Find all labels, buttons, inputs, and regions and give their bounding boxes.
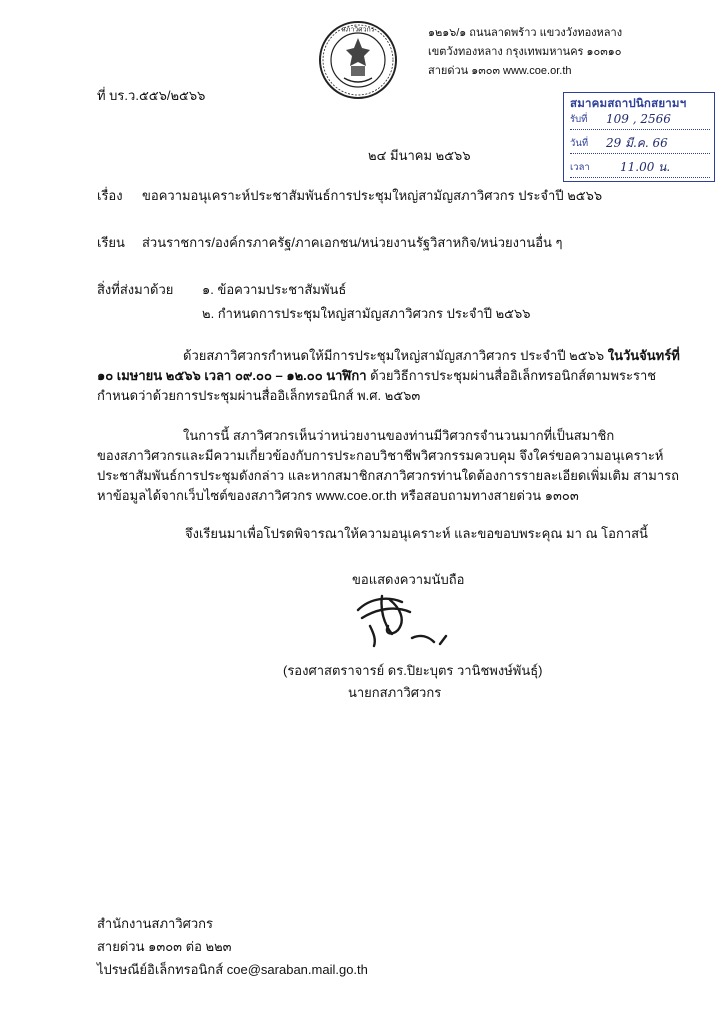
paragraph-line bbox=[97, 366, 697, 386]
footer-contact bbox=[97, 912, 368, 981]
recipient-text: ส่วนราชการ/องค์กรภาครัฐ/ภาคเอกชน/หน่วยงานรัฐวิสาหกิจ/หน่วยงานอื่น ๆ bbox=[142, 235, 563, 250]
stamp-label: วันที่ bbox=[570, 138, 589, 150]
paragraph-line: กำหนดว่าด้วยการประชุมผ่านสื่ออิเล็กทรอนิกส์ พ.ศ. ๒๕๖๓ bbox=[97, 388, 421, 404]
signer-title: นายกสภาวิศวกร bbox=[348, 685, 442, 700]
enclosure-item: ๑. ข้อความประชาสัมพันธ์ bbox=[202, 282, 347, 297]
recipient-label: เรียน bbox=[97, 235, 125, 250]
footer-hotline: สายด่วน ๑๓๐๓ ต่อ ๒๒๓ bbox=[97, 939, 232, 954]
closing-sentence: จึงเรียนมาเพื่อโปรดพิจารณาให้ความอนุเคราะห์ และขอขอบพระคุณ มา ณ โอกาสนี้ bbox=[185, 526, 648, 541]
subject-label: เรื่อง bbox=[97, 188, 123, 203]
stamp-handwritten-value: 29 มี.ค. 66 bbox=[606, 136, 668, 151]
body-paragraph-1 bbox=[97, 346, 697, 406]
seal-text: สภาวิศวกร bbox=[341, 25, 375, 34]
received-stamp bbox=[563, 92, 715, 182]
organization-address bbox=[428, 24, 622, 81]
enclosure-item: ๒. กำหนดการประชุมใหญ่สามัญสภาวิศวกร ประจำปี ๒๕๖๖ bbox=[202, 306, 531, 321]
address-line-3: สายด่วน ๑๓๐๓ www.coe.or.th bbox=[428, 65, 572, 77]
footer-office: สำนักงานสภาวิศวกร bbox=[97, 916, 214, 931]
stamp-row-time bbox=[570, 159, 710, 178]
council-seal-logo bbox=[318, 20, 398, 100]
stamp-row-date bbox=[570, 135, 710, 154]
address-line-1: ๑๒๑๖/๑ ถนนลาดพร้าว แขวงวังทองหลาง bbox=[428, 27, 623, 39]
stamp-label: รับที่ bbox=[570, 114, 588, 126]
signer-name: (รองศาสตราจารย์ ดร.ปิยะบุตร วานิชพงษ์พันธุ์) bbox=[283, 663, 543, 678]
footer-email: ไปรษณีย์อิเล็กทรอนิกส์ coe@saraban.mail.go.th bbox=[97, 962, 368, 977]
stamp-title: สมาคมสถาปนิกสยามฯ bbox=[570, 98, 687, 110]
enclosures-label: สิ่งที่ส่งมาด้วย bbox=[97, 282, 174, 297]
address-line-2: เขตวังทองหลาง กรุงเทพมหานคร ๑๐๓๑๐ bbox=[428, 46, 622, 58]
stamp-handwritten-value: 11.00 น. bbox=[620, 160, 671, 175]
closing-regards: ขอแสดงความนับถือ bbox=[352, 572, 465, 587]
letter-date: ๒๔ มีนาคม ๒๕๖๖ bbox=[368, 148, 471, 163]
meeting-time-emphasis: ๑๐ เมษายน ๒๕๖๖ เวลา ๐๙.๐๐ – ๑๒.๐๐ นาฬิกา bbox=[97, 368, 367, 384]
paragraph-line bbox=[97, 346, 697, 366]
body-paragraph-2 bbox=[97, 426, 697, 507]
stamp-handwritten-value: 109 , 2566 bbox=[606, 112, 671, 127]
paragraph-text: ด้วยวิธีการประชุมผ่านสื่ออิเล็กทรอนิกส์ตามพระราช bbox=[370, 368, 657, 384]
subject-text: ขอความอนุเคราะห์ประชาสัมพันธ์การประชุมใหญ่สามัญสภาวิศวกร ประจำปี ๒๕๖๖ bbox=[142, 188, 603, 203]
paragraph-line: ในการนี้ สภาวิศวกรเห็นว่าหน่วยงานของท่านมีวิศวกรจำนวนมากที่เป็นสมาชิก bbox=[183, 428, 615, 443]
stamp-label: เวลา bbox=[570, 162, 590, 174]
meeting-date-emphasis: ในวันจันทร์ที่ bbox=[607, 348, 680, 363]
reference-number: ที่ บร.ว.๕๕๖/๒๕๖๖ bbox=[97, 88, 206, 103]
paragraph-line: หาข้อมูลได้จากเว็บไซต์ของสภาวิศวกร www.coe.or.th หรือสอบถามทางสายด่วน ๑๓๐๓ bbox=[97, 488, 579, 504]
handwritten-signature bbox=[340, 590, 460, 652]
stamp-row-number bbox=[570, 111, 710, 130]
paragraph-text: ด้วยสภาวิศวกรกำหนดให้มีการประชุมใหญ่สามัญสภาวิศวกร ประจำปี ๒๕๖๖ bbox=[183, 348, 605, 363]
paragraph-line: ประชาสัมพันธ์การประชุมดังกล่าว และหากสมาชิกสภาวิศวกรท่านใดต้องการรายละเอียดเพิ่มเติม สามารถ bbox=[97, 468, 679, 484]
paragraph-line: ของสภาวิศวกรและมีความเกี่ยวข้องกับการประกอบวิชาชีพวิศวกรรมควบคุม จึงใคร่ขอความอนุเคราะห์ bbox=[97, 448, 664, 464]
